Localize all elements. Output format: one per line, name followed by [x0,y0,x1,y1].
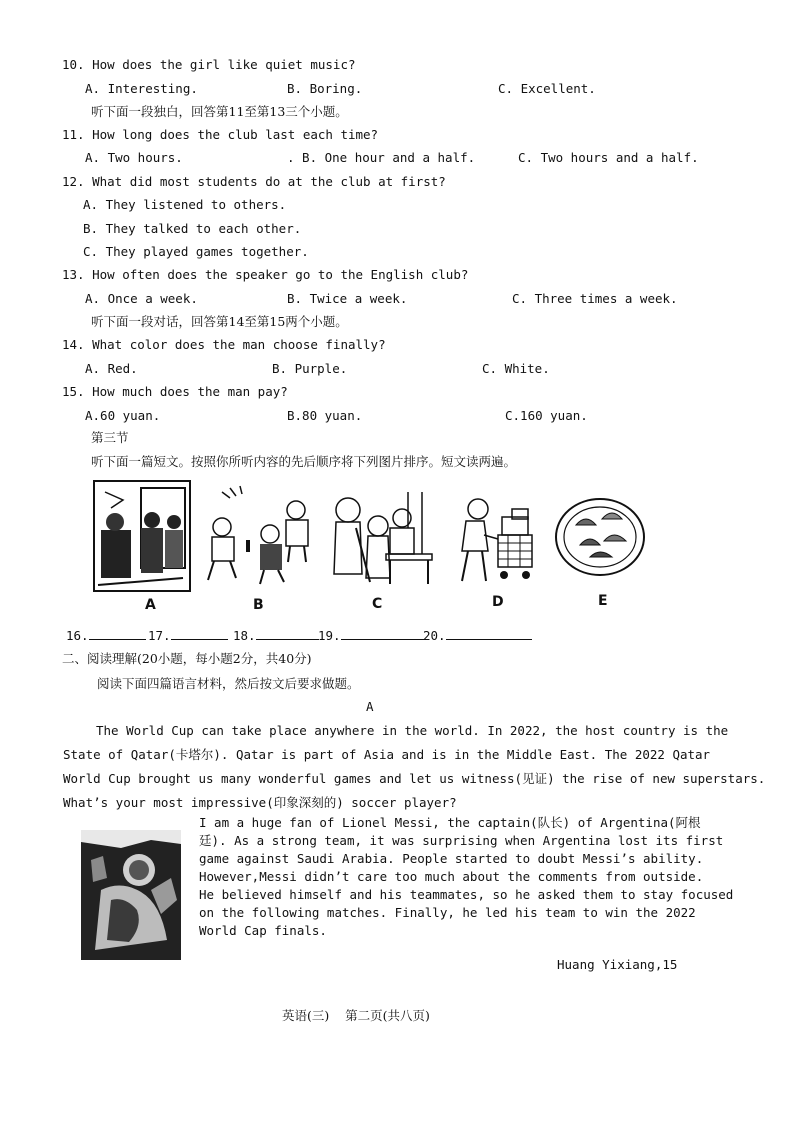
q14-option-c: C. White. [482,361,550,376]
instruction-14-15: 听下面一段对话，回答第14至第15两个小题。 [91,314,348,329]
blank-20-number: 20. [423,628,446,643]
picture-a-family [93,480,191,592]
answer-blank-18[interactable] [233,627,319,644]
q13-option-b: B. Twice a week. [287,291,408,306]
part2-title: 二、阅读理解(20小题，每小题2分，共40分) [62,651,312,666]
q12-option-c: C. They played games together. [83,244,309,259]
para2-line-4: However,Messi didn’t care too much about the comments from outside. [199,869,704,884]
q13-stem: 13. How often does the speaker go to the English club? [62,267,469,282]
messi-photo [81,830,181,960]
picture-b-label: B [253,597,264,613]
para1-line-4: What’s your most impressive(印象深刻的) soccer player? [63,795,457,810]
passage-label: A [366,699,374,714]
q12-option-a: A. They listened to others. [83,197,287,212]
part2-instruction: 阅读下面四篇语言材料，然后按文后要求做题。 [97,676,360,691]
para1-line-2: State of Qatar(卡塔尔). Qatar is part of Asia and is in the Middle East. The 2022 Qatar [63,747,711,762]
q15-option-b: B.80 yuan. [287,408,363,423]
q14-option-a: A. Red. [85,361,138,376]
q13-option-a: A. Once a week. [85,291,198,306]
q13-option-c: C. Three times a week. [512,291,678,306]
para2-line-5: He believed himself and his teammates, so he asked them to stay focused [199,887,734,902]
answer-blank-20[interactable] [423,627,532,644]
picture-c-label: C [372,596,383,612]
q14-option-b: B. Purple. [272,361,348,376]
para1-line-1: The World Cup can take place anywhere in the world. In 2022, the host country is the [96,723,729,738]
q10-option-c: C. Excellent. [498,81,596,96]
q14-stem: 14. What color does the man choose finally? [62,337,386,352]
para2-line-2: 廷). As a strong team, it was surprising when Argentina lost its first [199,833,724,848]
author-signature: Huang Yixiang,15 [557,957,678,972]
q12-stem: 12. What did most students do at the club at first? [62,174,446,189]
q10-option-a: A. Interesting. [85,81,198,96]
q11-option-b: . B. One hour and a half. [287,150,476,165]
para2-line-3: game against Saudi Arabia. People started to doubt Messi’s ability. [199,851,704,866]
blank-19-number: 19. [318,628,341,643]
picture-d-label: D [492,594,504,610]
picture-e-label: E [598,593,608,609]
picture-b-children [200,482,320,587]
q10-stem: 10. How does the girl like quiet music? [62,57,356,72]
section3-instruction: 听下面一篇短文。按照你所听内容的先后顺序将下列图片排序。短文读两遍。 [91,454,517,469]
q10-option-b: B. Boring. [287,81,363,96]
blank-16-number: 16. [66,628,89,643]
section3-title: 第三节 [91,430,129,445]
answer-blank-19[interactable] [318,627,424,644]
picture-d-shopping [454,495,549,585]
answer-blank-17[interactable] [148,627,228,644]
para2-line-6: on the following matches. Finally, he led his team to win the 2022 [199,905,696,920]
blank-18-number: 18. [233,628,256,643]
picture-a-label: A [145,597,156,613]
q11-option-a: A. Two hours. [85,150,183,165]
q15-stem: 15. How much does the man pay? [62,384,288,399]
para2-line-1: I am a huge fan of Lionel Messi, the captain(队长) of Argentina(阿根 [199,815,701,830]
q11-stem: 11. How long does the club last each time? [62,127,379,142]
q15-option-c: C.160 yuan. [505,408,588,423]
answer-blank-16[interactable] [66,627,146,644]
q11-option-c: C. Two hours and a half. [518,150,699,165]
para2-line-7: World Cap finals. [199,923,327,938]
instruction-11-13: 听下面一段独白，回答第11至第13三个小题。 [91,104,348,119]
page-footer: 英语(三) 第二页(共八页) [282,1008,430,1023]
blank-17-number: 17. [148,628,171,643]
para1-line-3: World Cup brought us many wonderful games and let us witness(见证) the rise of new superstars. [63,771,766,786]
q15-option-a: A.60 yuan. [85,408,161,423]
picture-c-cleaning [326,488,436,586]
q12-option-b: B. They talked to each other. [83,221,302,236]
picture-e-dumplings [554,495,646,577]
